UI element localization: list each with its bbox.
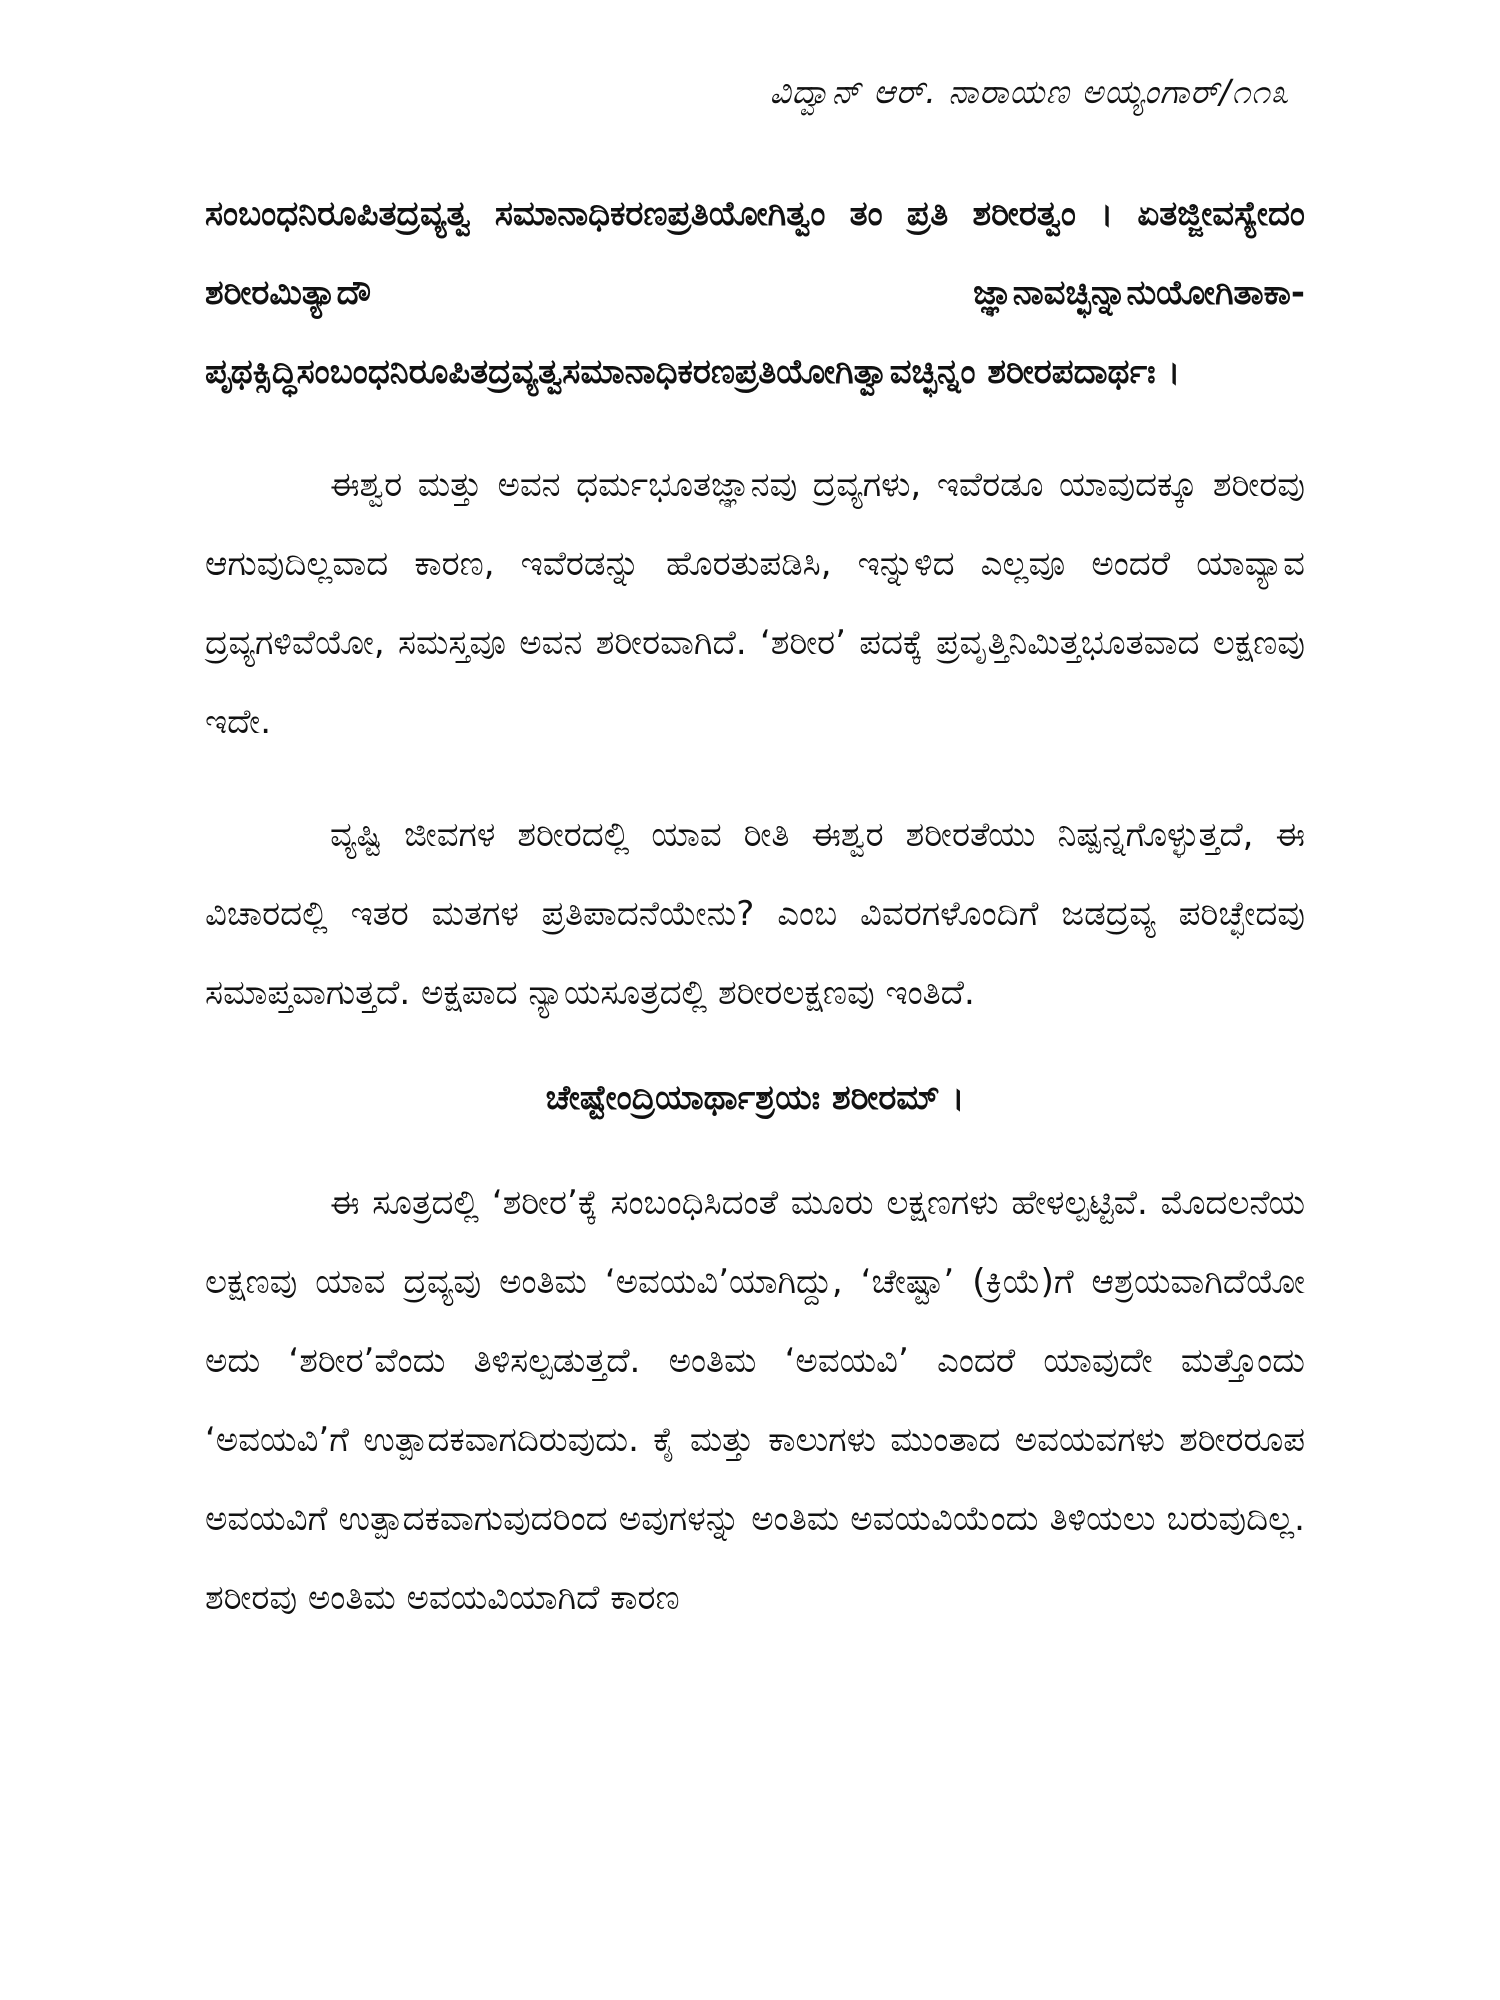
paragraph-sanskrit-definition: ಸಂಬಂಧನಿರೂಪಿತದ್ರವ್ಯತ್ವ ಸಮಾನಾಧಿಕರಣಪ್ರತಿಯೋಗಿತ್ವಂ ತಂ ಪ್ರತಿ ಶರೀರತ್ವಂ । ಏತಜ್ಜೀವಸ್ಯೇದಂ ಶರೀರಮಿತ್ಯಾದೌ ಜ್ಞಾನಾವಚ್ಛಿನ್ನಾನುಯೋಗಿತಾಕಾ- ಪೃಥಕ್ಸಿದ್ಧಿಸಂಬಂಧನಿರೂಪಿತದ್ರವ್ಯತ್ವಸಮಾನಾಧಿಕರಣಪ್ರತಿಯೋಗಿತ್ವಾವಚ್ಛಿನ್ನಂ ಶರೀರಪದಾರ್ಥಃ ।	[205, 194, 1305, 392]
paragraph-vyashti: ವ್ಯಷ್ಟಿ ಜೀವಗಳ ಶರೀರದಲ್ಲಿ ಯಾವ ರೀತಿ ಈಶ್ವರ ಶರೀರತೆಯು ನಿಷ್ಪನ್ನಗೊಳ್ಳುತ್ತದೆ, ಈ ವಿಚಾರದಲ್ಲಿ ಇತರ ಮತಗಳ ಪ್ರತಿಪಾದನೆಯೇನು? ಎಂಬ ವಿವರಗಳೊಂದಿಗೆ ಜಡದ್ರವ್ಯ ಪರಿಚ್ಛೇದವು ಸಮಾಪ್ತವಾಗುತ್ತದೆ. ಅಕ್ಷಪಾದ ನ್ಯಾಯಸೂತ್ರದಲ್ಲಿ ಶರೀರಲಕ್ಷಣವು ಇಂತಿದೆ.	[205, 815, 1305, 1013]
paragraph-ishvara: ಈಶ್ವರ ಮತ್ತು ಅವನ ಧರ್ಮಭೂತಜ್ಞಾನವು ದ್ರವ್ಯಗಳು, ಇವೆರಡೂ ಯಾವುದಕ್ಕೂ ಶರೀರವು ಆಗುವುದಿಲ್ಲವಾದ ಕಾರಣ, ಇವೆರಡನ್ನು ಹೊರತುಪಡಿಸಿ, ಇನ್ನುಳಿದ ಎಲ್ಲವೂ ಅಂದರೆ ಯಾವ್ಯಾವ ದ್ರವ್ಯಗಳಿವೆಯೋ, ಸಮಸ್ತವೂ ಅವನ ಶರೀರವಾಗಿದೆ. ‘ಶರೀರ’ ಪದಕ್ಕೆ ಪ್ರವೃತ್ತಿನಿಮಿತ್ತಭೂತವಾದ ಲಕ್ಷಣವು ಇದೇ.	[205, 465, 1305, 742]
running-head: ವಿದ್ವಾನ್ ಆರ್. ನಾರಾಯಣ ಅಯ್ಯಂಗಾರ್/೧೧೩	[769, 72, 1290, 111]
sutra-quote: ಚೇಷ್ಟೇಂದ್ರಿಯಾರ್ಥಾಶ್ರಯಃ ಶರೀರಮ್ ।	[545, 1078, 965, 1118]
body-text	[205, 175, 1305, 1638]
paragraph-sutra-explanation: ಈ ಸೂತ್ರದಲ್ಲಿ ‘ಶರೀರ’ಕ್ಕೆ ಸಂಬಂಧಿಸಿದಂತೆ ಮೂರು ಲಕ್ಷಣಗಳು ಹೇಳಲ್ಪಟ್ಟಿವೆ. ಮೊದಲನೆಯ ಲಕ್ಷಣವು ಯಾವ ದ್ರವ್ಯವು ಅಂತಿಮ ‘ಅವಯವಿ’ಯಾಗಿದ್ದು, ‘ಚೇಷ್ಟಾ’ (ಕ್ರಿಯೆ)ಗೆ ಆಶ್ರಯವಾಗಿದೆಯೋ ಅದು ‘ಶರೀರ’ವೆಂದು ತಿಳಿಸಲ್ಪಡುತ್ತದೆ. ಅಂತಿಮ ‘ಅವಯವಿ’ ಎಂದರೆ ಯಾವುದೇ ಮತ್ತೊಂದು ‘ಅವಯವಿ’ಗೆ ಉತ್ಪಾದಕವಾಗದಿರುವುದು. ಕೈ ಮತ್ತು ಕಾಲುಗಳು ಮುಂತಾದ ಅವಯವಗಳು ಶರೀರರೂಪ ಅವಯವಿಗೆ ಉತ್ಪಾದಕವಾಗುವುದರಿಂದ ಅವುಗಳನ್ನು ಅಂತಿಮ ಅವಯವಿಯೆಂದು ತಿಳಿಯಲು ಬರುವುದಿಲ್ಲ. ಶರೀರವು ಅಂತಿಮ ಅವಯವಿಯಾಗಿದೆ ಕಾರಣ	[205, 1183, 1305, 1618]
